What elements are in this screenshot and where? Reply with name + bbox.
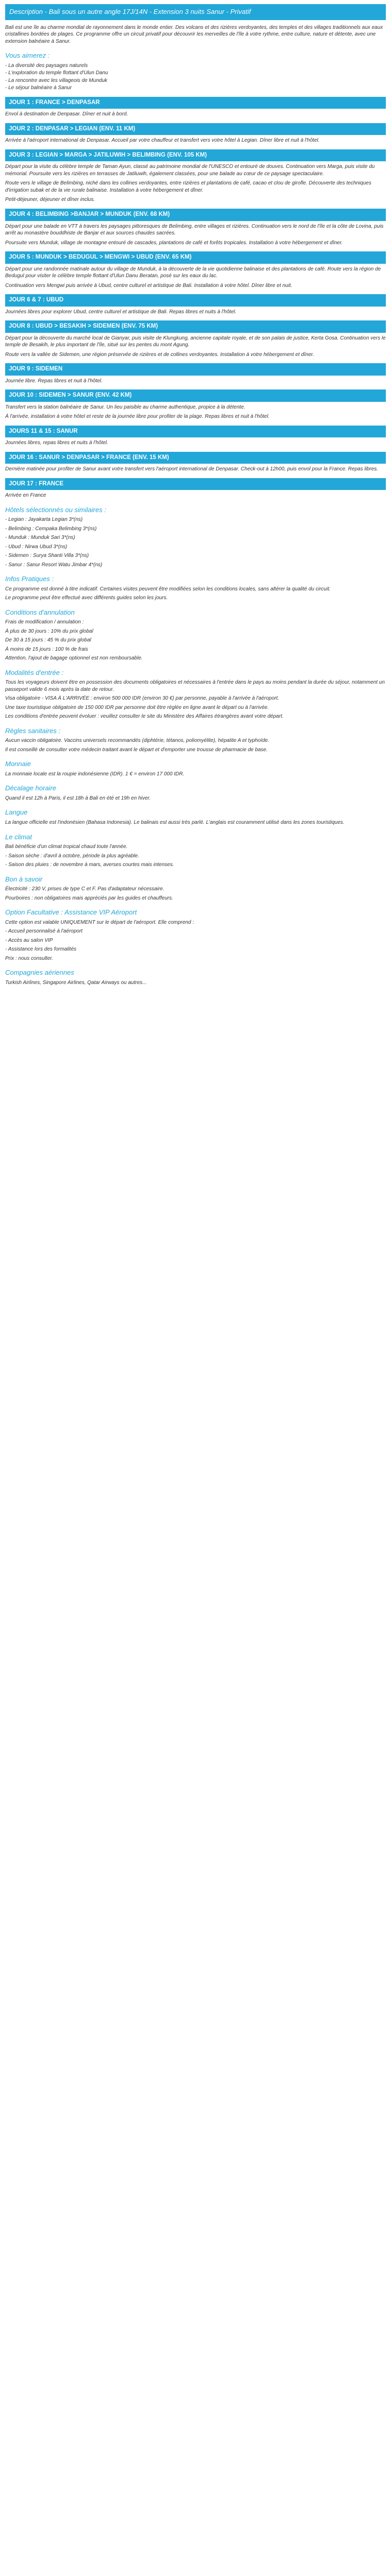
day-title: JOURS 11 & 15 : SANUR (5, 426, 386, 438)
day-body (5, 466, 386, 473)
info-line: Turkish Airlines, Singapore Airlines, Qatar Airways ou autres... (5, 979, 147, 986)
info-section-heading: Décalage horaire (5, 784, 57, 792)
info-section (5, 875, 386, 902)
info-section (5, 668, 386, 720)
day-body (5, 163, 386, 204)
day-paragraph: À l'arrivée, installation à votre hôtel et reste de la journée libre pour profiter de la plage. Repas libres et nuit à l'hôtel. (5, 414, 270, 420)
day-body (5, 266, 386, 290)
info-section (5, 505, 386, 569)
day-title: JOUR 4 : BELIMBING >BANJAR > MUNDUK (ENV. 68 KM) (5, 209, 386, 221)
info-line: - Accueil personnalisé à l'aéroport (5, 928, 83, 935)
day-paragraph: Arrivée en France (5, 493, 46, 499)
info-line: - Saison sèche : d'avril à octobre, période la plus agréable. (5, 853, 139, 859)
highlights-list (5, 62, 386, 92)
highlight-item: - La diversité des paysages naturels (5, 62, 88, 69)
day-paragraph: Poursuite vers Munduk, village de montagne entouré de cascades, plantations de café et forêts tropicales. Installation à votre hébergement et dîner. (5, 240, 343, 246)
day-meals: Petit-déjeuner, déjeuner et dîner inclus. (5, 197, 95, 203)
day-title: JOUR 9 : SIDEMEN (5, 363, 386, 376)
info-section-heading: Bon à savoir (5, 875, 43, 883)
info-line: - Munduk : Munduk Sari 3*(ns) (5, 535, 75, 541)
info-line: Attention, l'ajout de bagage optionnel est non remboursable. (5, 655, 143, 662)
info-section (5, 833, 386, 869)
info-line: Bali bénéficie d'un climat tropical chaud toute l'année. (5, 844, 128, 850)
info-section-heading: Monnaie (5, 760, 31, 768)
day-paragraph: Dernière matinée pour profiter de Sanur avant votre transfert vers l'aéroport international de Denpasar. Check-out à 12h00, puis envol pour la France. Repas libres. (5, 466, 379, 472)
info-section-heading: Option Facultative : Assistance VIP Aéroport (5, 908, 137, 917)
info-line: - Sidemen : Surya Shanti Villa 3*(ns) (5, 553, 89, 559)
day-block (5, 363, 386, 384)
info-section (5, 608, 386, 662)
day-paragraph: Départ pour la visite du célèbre temple de Taman Ayun, classé au patrimoine mondial de l'UNESCO et entouré de douves. Continuation vers Marga, puis visite du mémorial. Poursuite vers les rizières en terrasses de Jatiluwih, également classées, pour une balade au cœur de ce paysage spectaculaire. (5, 164, 375, 177)
page (0, 0, 391, 998)
day-paragraph: Continuation vers Mengwi puis arrivée à Ubud, centre culturel et artistique de Bali. Installation à votre hôtel. Dîner libre et nuit. (5, 282, 292, 289)
info-line: À plus de 30 jours : 10% du prix global (5, 628, 93, 634)
info-section (5, 759, 386, 777)
info-section-heading: Compagnies aériennes (5, 969, 74, 977)
day-body (5, 137, 386, 144)
highlights-heading: Vous aimerez : (5, 52, 50, 60)
info-section (5, 968, 386, 986)
page-title: Description - Bali sous un autre angle 17J/14N - Extension 3 nuits Sanur - Privatif (5, 4, 386, 20)
info-section (5, 574, 386, 602)
info-line: Une taxe touristique obligatoire de 150 000 IDR par personne doit être réglée en ligne avant le départ ou à l'arrivée. (5, 704, 269, 710)
day-paragraph: Arrivée à l'aéroport international de Denpasar. Accueil par votre chauffeur et transfert vers votre hôtel à Legian. Dîner libre et nuit à l'hôtel. (5, 138, 320, 144)
info-line: À moins de 15 jours : 100 % de frais (5, 646, 88, 652)
info-line: Aucun vaccin obligatoire. Vaccins universels recommandés (diphtérie, tétanos, poliomyélite), hépatite A et typhoïde. (5, 738, 269, 744)
day-body (5, 223, 386, 247)
day-paragraph: Départ pour la découverte du marché local de Gianyar, puis visite de Klungkung, ancienne capitale royale, et de son palais de justice, Kerta Gosa. Continuation vers le temple de Besakih, le plus important de l'île, situé sur les pentes du mont Agung. (5, 335, 386, 348)
day-body (5, 492, 386, 499)
info-line: - Saison des pluies : de novembre à mars, averses courtes mais intenses. (5, 862, 174, 868)
info-section-heading: Langue (5, 808, 28, 817)
day-block (5, 478, 386, 499)
info-section-heading: Conditions d'annulation (5, 608, 75, 616)
day-block (5, 452, 386, 473)
practical-info (5, 505, 386, 987)
info-line: - Legian : Jayakarta Legian 3*(ns) (5, 517, 83, 523)
day-paragraph: Départ pour une balade en VTT à travers les paysages pittoresques de Belimbing, entre villages et rizières. Continuation vers le nord de l'île et la côte de Lovina, puis arrêt au monastère bouddhiste de Banjar et aux sources chaudes sacrées. (5, 223, 384, 236)
day-paragraph: Route vers le village de Belimbing, niché dans les collines verdoyantes, entre rizières et plantations de café, cacao et clou de girofle. Découverte des techniques d'irrigation subak et de la vie rurale balinaise. Installation à votre hébergement et dîner. (5, 180, 371, 193)
info-section (5, 726, 386, 754)
info-line: Électricité : 230 V, prises de type C et F. Pas d'adaptateur nécessaire. (5, 886, 165, 892)
info-line: Prix : nous consulter. (5, 955, 54, 961)
day-block (5, 294, 386, 315)
intro-text: Bali est une île au charme mondial de rayonnement dans le monde entier. Des volcans et des rizières verdoyantes, des temples et des villages traditionnels aux eaux cristallines bordées de plages. Ce programme offre un circuit privatif pour découvrir les merveilles de l'île à votre rythme, entre culture, nature et détente, avec une extension balnéaire à Sanur. (5, 24, 383, 44)
day-paragraph: Départ pour une randonnée matinale autour du village de Munduk, à la découverte de la vie quotidienne balinaise et des plantations de café. Route vers la région de Bedugul pour visiter le célèbre temple flottant d'Ulun Danu Beratan, posé sur les eaux du lac. (5, 266, 381, 279)
day-body (5, 378, 386, 385)
day-title: JOUR 2 : DENPASAR > LEGIAN (ENV. 11 KM) (5, 123, 386, 135)
info-line: Tous les voyageurs doivent être en possession des documents obligatoires et nécessaires à l'entrée dans le pays au moins pendant la durée du séjour, notamment un passeport valide 6 mois après la date de retour. (5, 680, 385, 692)
day-body (5, 309, 386, 316)
info-line: - Belimbing : Cempaka Belimbing 3*(ns) (5, 526, 97, 532)
highlight-item: - La rencontre avec les villageois de Munduk (5, 77, 107, 83)
info-line: Cette option est valable UNIQUEMENT sur le départ de l'aéroport. Elle comprend : (5, 919, 194, 925)
day-block (5, 149, 386, 204)
day-paragraph: Transfert vers la station balnéaire de Sanur. Un lieu paisible au charme authentique, propice à la détente. (5, 404, 246, 410)
info-line: Les conditions d'entrée peuvent évoluer : veuillez consulter le site du Ministère des Affaires étrangères avant votre départ. (5, 714, 284, 720)
info-section-heading: Règles sanitaires : (5, 726, 60, 735)
info-line: Ce programme est donné à titre indicatif. Certaines visites peuvent être modifiées selon les conditions locales, sans altérer la qualité du circuit. (5, 586, 331, 592)
info-line: - Ubud : Nirwa Ubud 3*(ns) (5, 544, 68, 550)
info-section-heading: Modalités d'entrée : (5, 668, 64, 676)
info-line: - Sanur : Sanur Resort Watu Jimbar 4*(ns) (5, 562, 103, 568)
info-line: De 30 à 15 jours : 45 % du prix global (5, 637, 91, 643)
day-block (5, 209, 386, 246)
info-line: Il est conseillé de consulter votre médecin traitant avant le départ et d'emporter une trousse de pharmacie de base. (5, 747, 268, 753)
info-line: Le programme peut être effectué avec différents guides selon les jours. (5, 595, 168, 601)
day-paragraph: Journée libre. Repas libres et nuit à l'hôtel. (5, 378, 103, 384)
day-block (5, 426, 386, 447)
day-title: JOUR 6 & 7 : UBUD (5, 294, 386, 307)
day-title: JOUR 3 : LEGIAN > MARGA > JATILUWIH > BELIMBING (ENV. 105 KM) (5, 149, 386, 162)
info-section (5, 808, 386, 826)
itinerary (5, 97, 386, 499)
info-line: La langue officielle est l'indonésien (Bahasa Indonesia). Le balinais est aussi très parlé. L'anglais est couramment utilisé dans les zones touristiques. (5, 820, 345, 825)
day-title: JOUR 8 : UBUD > BESAKIH > SIDEMEN (ENV. 75 KM) (5, 320, 386, 333)
day-paragraph: Route vers la vallée de Sidemen, une région préservée de rizières et de collines verdoyantes. Installation à votre hébergement et dîner. (5, 351, 314, 358)
day-block (5, 320, 386, 358)
highlight-item: - L'exploration du temple flottant d'Ulun Danu (5, 70, 108, 76)
day-block (5, 251, 386, 289)
day-paragraph: Journées libres, repas libres et nuits à l'hôtel. (5, 440, 108, 446)
info-section-heading: Infos Pratiques : (5, 575, 54, 583)
info-line: Pourboires : non obligatoires mais appréciés par les guides et chauffeurs. (5, 895, 173, 901)
info-line: Visa obligatoire - VISA À L'ARRIVÉE : environ 500 000 IDR (environ 30 €) par personne, payable à l'arrivée à l'aéroport. (5, 696, 280, 702)
day-paragraph: Envol à destination de Denpasar. Dîner et nuit à bord. (5, 111, 128, 117)
info-line: La monnaie locale est la roupie indonésienne (IDR). 1 € = environ 17 000 IDR. (5, 771, 185, 777)
info-line: - Assistance lors des formalités (5, 946, 77, 953)
day-block (5, 97, 386, 118)
info-line: - Accès au salon VIP (5, 937, 53, 943)
info-section (5, 908, 386, 962)
day-title: JOUR 16 : SANUR > DENPASAR > FRANCE (ENV. 15 KM) (5, 452, 386, 464)
info-line: Frais de modification / annulation : (5, 619, 84, 625)
day-body (5, 404, 386, 420)
day-body (5, 111, 386, 118)
day-title: JOUR 1 : FRANCE > DENPASAR (5, 97, 386, 109)
day-title: JOUR 17 : FRANCE (5, 478, 386, 490)
day-title: JOUR 5 : MUNDUK > BEDUGUL > MENGWI > UBUD (ENV. 65 KM) (5, 251, 386, 264)
info-section (5, 784, 386, 802)
day-body (5, 439, 386, 447)
info-line: Quand il est 12h à Paris, il est 18h à Bali en été et 19h en hiver. (5, 795, 151, 801)
info-section-heading: Le climat (5, 833, 32, 841)
day-block (5, 123, 386, 144)
day-title: JOUR 10 : SIDEMEN > SANUR (ENV. 42 KM) (5, 389, 386, 402)
info-section-heading: Hôtels sélectionnés ou similaires : (5, 505, 106, 514)
highlight-item: - Le séjour balnéaire à Sanur (5, 85, 72, 91)
day-body (5, 335, 386, 359)
day-block (5, 389, 386, 420)
day-paragraph: Journées libres pour explorer Ubud, centre culturel et artistique de Bali. Repas libres et nuits à l'hôtel. (5, 309, 237, 315)
